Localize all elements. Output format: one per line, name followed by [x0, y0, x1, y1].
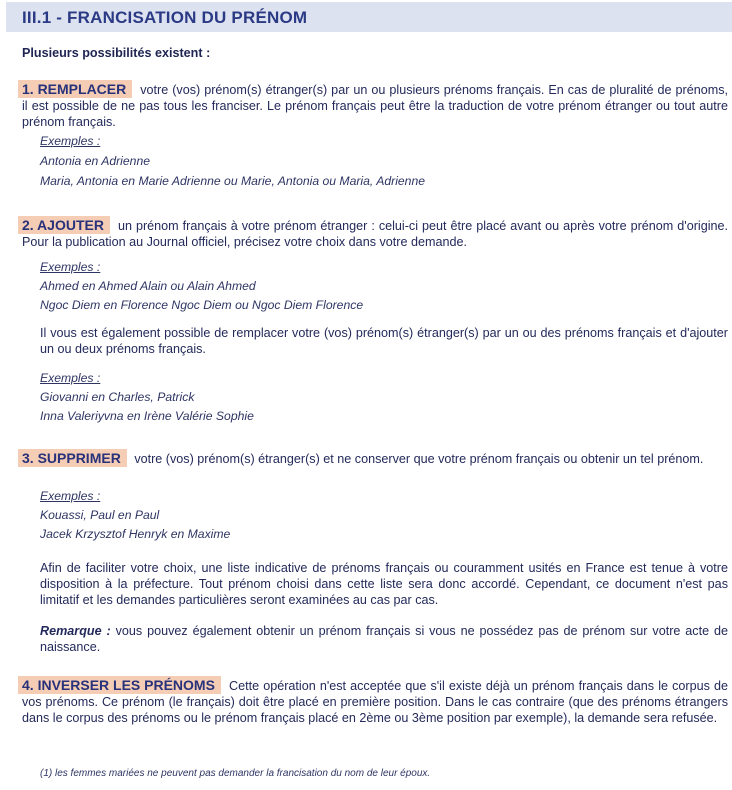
section-ajouter [22, 216, 728, 250]
section-ajouter-extra: Il vous est également possible de remplacer votre (vos) prénom(s) étranger(s) par un ou des prénoms français et d'ajouter un ou deux prénoms français. [40, 326, 728, 356]
example-item: Jacek Krzysztof Henryk en Maxime [40, 527, 231, 541]
section-tag-remplacer: 1. REMPLACER [18, 80, 132, 98]
examples-label: Exemples : [40, 489, 101, 503]
remarque [40, 623, 728, 655]
section-remplacer [22, 80, 728, 130]
example-item: Maria, Antonia en Marie Adrienne ou Marie, Antonia ou Maria, Adrienne [40, 174, 426, 188]
section-supprimer-extra: Afin de faciliter votre choix, une liste indicative de prénoms français ou couramment usités en France est tenue à votre disposition à la préfecture. Tout prénom choisi dans cette liste sera donc accordé. Cependant, ce document n'est pas limitatif et les demandes particulières seront examinées au cas par cas. [40, 561, 728, 607]
example-item: Ahmed en Ahmed Alain ou Alain Ahmed [40, 279, 256, 293]
examples-label: Exemples : [40, 134, 101, 148]
examples-label: Exemples : [40, 260, 101, 274]
example-item: Kouassi, Paul en Paul [40, 508, 160, 522]
examples-label: Exemples : [40, 371, 101, 385]
section-header [6, 2, 732, 32]
section-text-ajouter: un prénom français à votre prénom étranger : celui-ci peut être placé avant ou après votre prénom d'origine. Pour la publication au Journal officiel, précisez votre choix dans votre demande. [22, 219, 728, 249]
example-item: Antonia en Adrienne [40, 154, 150, 168]
example-item: Ngoc Diem en Florence Ngoc Diem ou Ngoc Diem Florence [40, 298, 364, 312]
footnote: (1) les femmes mariées ne peuvent pas demander la francisation du nom de leur époux. [40, 768, 431, 779]
remarque-label: Remarque : [40, 624, 111, 638]
section-tag-ajouter: 2. AJOUTER [18, 216, 110, 234]
page-title: III.1 - FRANCISATION DU PRÉNOM [22, 8, 308, 27]
example-item: Inna Valeriyvna en Irène Valérie Sophie [40, 409, 254, 423]
section-inverser [22, 676, 728, 726]
section-text-supprimer: votre (vos) prénom(s) étranger(s) et ne conserver que votre prénom français ou obtenir un tel prénom. [134, 452, 704, 466]
section-tag-inverser: 4. INVERSER LES PRÉNOMS [18, 676, 221, 694]
example-item: Giovanni en Charles, Patrick [40, 390, 195, 404]
section-text-inverser: Cette opération n'est acceptée que s'il existe déjà un prénom français dans le corpus de vos prénoms. Ce prénom (le français) doit être placé en première position. Dans le cas contraire (que des prénoms étrangers dans le corpus des prénoms ou le prénom français placé en 2ème ou 3ème position par exemple), la demande sera refusée. [22, 679, 728, 725]
section-text-remplacer: votre (vos) prénom(s) étranger(s) par un ou plusieurs prénoms français. En cas de pluralité de prénoms, il est possible de ne pas tous les franciser. Le prénom français peut être la traduction de votre prénom étranger ou tout autre prénom français. [22, 83, 728, 129]
intro-text: Plusieurs possibilités existent : [22, 46, 211, 60]
remarque-text: vous pouvez également obtenir un prénom français si vous ne possédez pas de prénom sur votre acte de naissance. [40, 624, 728, 654]
section-supprimer [22, 449, 728, 467]
section-tag-supprimer: 3. SUPPRIMER [18, 449, 127, 467]
